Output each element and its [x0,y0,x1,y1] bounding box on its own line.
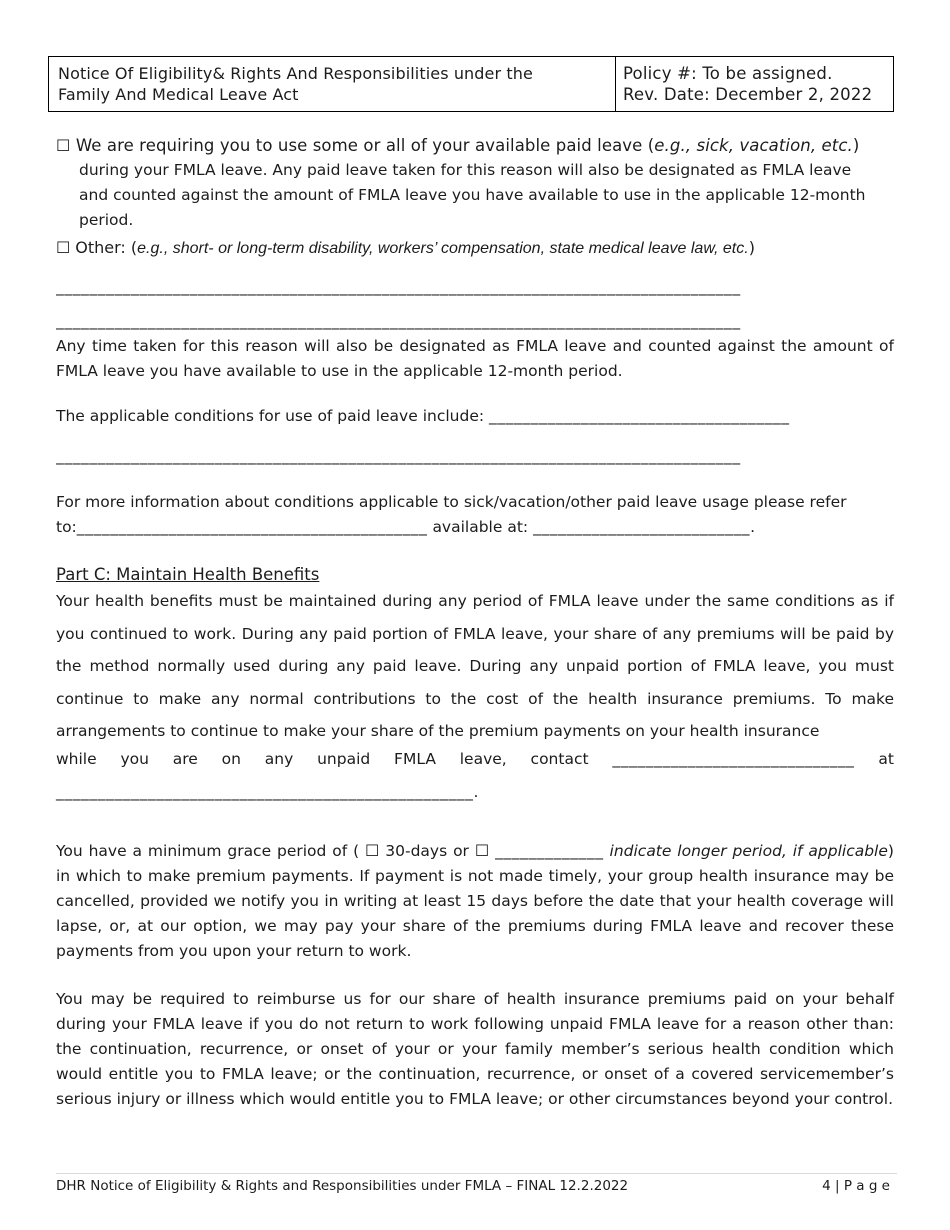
paid-leave-close: ) [852,136,860,155]
revision-date: Rev. Date: December 2, 2022 [623,85,873,104]
contact-at-blank[interactable]: __________________________________________________ [56,783,474,801]
contact-word: while [56,750,97,768]
other-option [56,235,894,261]
more-info-paragraph [56,490,894,540]
footer-document-title: DHR Notice of Eligibility & Rights and Responsibilities under FMLA – FINAL 12.2.2022 [56,1178,629,1194]
policy-info-cell [616,57,893,111]
reimburse-paragraph: You may be required to reimburse us for our share of health insurance premiums paid on your behalf during your FMLA leave if you do not return to work following unpaid FMLA leave for a reason other than: the continuation, recurrence, or onset of your or your family member’s serious health condition which would entitle you to FMLA leave; or the continuation, recurrence, or onset of a covered servicemember’s serious injury or illness which would entitle you to FMLA leave; or other circumstances beyond your control. [56,990,894,1108]
more-info-available-label: available at: [432,518,529,536]
paid-leave-line1 [56,133,894,158]
other-close: ) [748,238,755,257]
grace-period-paragraph [56,838,894,964]
designation-paragraph: Any time taken for this reason will also be designated as FMLA leave and counted against the amount of FMLA leave you have available to use in the applicable 12-month period. [56,337,894,380]
grace-lead: You have a minimum grace period of ( [56,842,360,860]
contact-word: leave, [459,750,507,768]
grace-30-days-checkbox[interactable]: ☐ [365,841,380,860]
contact-word: FMLA [394,750,436,768]
more-info-end: . [750,518,756,536]
footer-page-number: 4 | P a g e [822,1178,890,1194]
document-title-line2: Family And Medical Leave Act [58,85,299,104]
footer-divider [56,1173,897,1174]
paid-leave-option [56,133,894,233]
paid-leave-checkbox[interactable]: ☐ [56,136,71,155]
part-c-body: Your health benefits must be maintained during any period of FMLA leave under the same conditions as if you continued to work. During any paid portion of FMLA leave, your share of any premiums will be paid by the method normally used during any paid leave. During any unpaid portion of FMLA leave, you must continue to make any normal contributions to the cost of the health insurance premiums. To make arrangements to continue to make your share of the premium payments on your health insurance [56,592,894,740]
paid-leave-line2: during your FMLA leave. Any paid leave taken for this reason will also be designated as FMLA leave [79,161,852,179]
conditions-label: The applicable conditions for use of paid leave include: [56,407,485,425]
contact-word: any [264,750,294,768]
more-info-line1: For more information about conditions applicable to sick/vacation/other paid leave usage please refer [56,493,847,511]
grace-30-days-label: 30-days or [385,842,469,860]
conditions-line [56,404,894,429]
paid-leave-line4: period. [79,211,134,229]
contact-word: on [221,750,241,768]
document-title-cell [49,57,616,111]
more-info-line2 [56,515,894,540]
more-info-available-blank[interactable]: __________________________ [533,518,751,536]
paid-leave-line3: and counted against the amount of FMLA leave you have available to use in the applicable 12-month [79,186,866,204]
contact-at-end: . [473,783,479,801]
other-blank-line1[interactable]: __________________________________________________________________________________ [56,278,741,296]
other-label: Other: ( [75,238,138,257]
policy-number: Policy #: To be assigned. [623,64,833,83]
other-examples: e.g., short- or long-term disability, workers’ compensation, state medical leave law, etc. [137,240,749,257]
more-info-to-blank[interactable]: __________________________________________ [76,518,428,536]
contact-word: are [172,750,198,768]
part-c-heading: Part C: Maintain Health Benefits [56,565,320,584]
conditions-blank[interactable]: ____________________________________ [489,407,790,425]
grace-rest: ) in which to make premium payments. If payment is not made timely, your group health insurance may be cancelled, provided we notify you in writing at least 15 days before the date that your health coverage will lapse, or, at our option, we may pay your share of the premiums during FMLA leave and recover these payments from you upon your return to work. [56,842,894,960]
contact-at: at [878,750,894,768]
page-footer [56,1176,890,1196]
contact-name-blank[interactable]: _____________________________ [612,750,855,768]
contact-word: contact [530,750,589,768]
grace-longer-hint: indicate longer period, if applicable [609,842,888,860]
other-checkbox[interactable]: ☐ [56,238,71,257]
contact-word: unpaid [317,750,371,768]
contact-word: you [120,750,149,768]
more-info-to-label: to: [56,518,77,536]
paid-leave-examples: e.g., sick, vacation, etc. [654,136,853,155]
other-blank-line2[interactable]: __________________________________________________________________________________ [56,312,741,330]
document-title-line1: Notice Of Eligibility& Rights And Responsibilities under the [58,64,533,83]
paid-leave-lead: We are requiring you to use some or all of your available paid leave ( [75,136,655,155]
grace-longer-blank[interactable]: _____________ [495,842,604,860]
grace-longer-checkbox[interactable]: ☐ [474,841,490,860]
contact-at-line [56,780,894,805]
part-c-contact-line [56,747,894,772]
document-header-table [48,56,894,112]
conditions-blank-line2[interactable]: __________________________________________________________________________________ [56,447,741,465]
